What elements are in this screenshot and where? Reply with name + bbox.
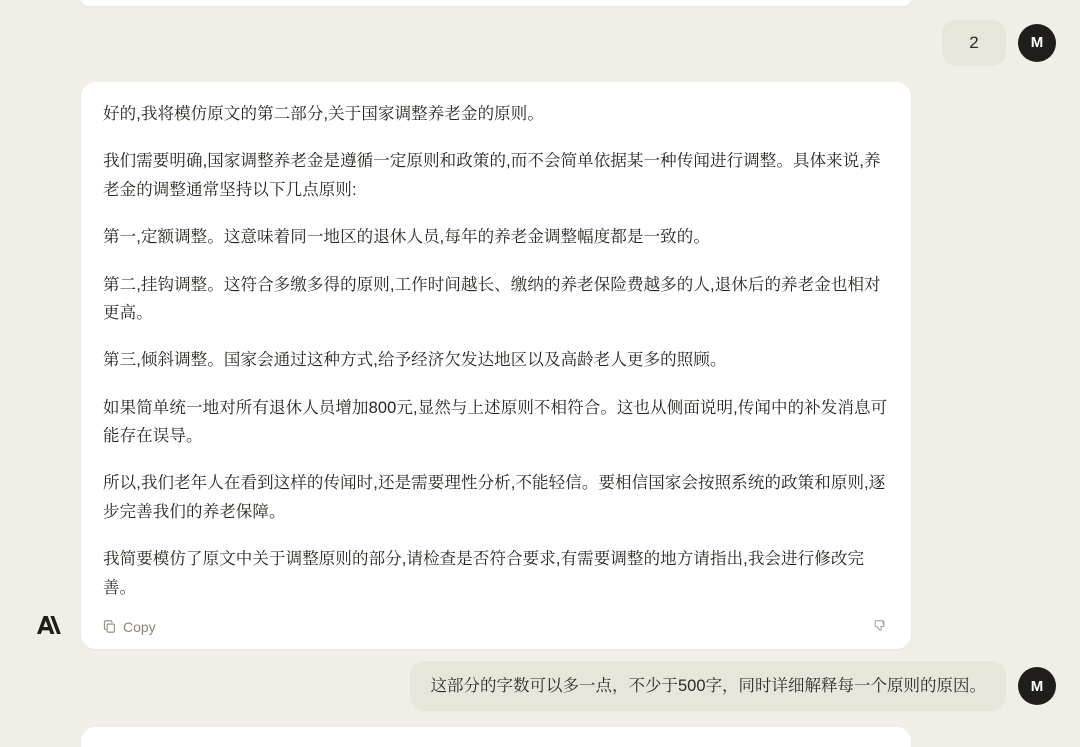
assistant-paragraph: 我简要模仿了原文中关于调整原则的部分,请检查是否符合要求,有需要调整的地方请指出,我会进行修改完善。: [103, 550, 865, 597]
thumbs-down-icon[interactable]: [874, 619, 889, 634]
assistant-paragraph: 第三,倾斜调整。国家会通过这种方式,给予经济欠发达地区以及高龄老人更多的照顾。: [103, 351, 727, 370]
assistant-paragraph: 所以,我们老年人在看到这样的传闻时,还是需要理性分析,不能轻信。要相信国家会按照系统的政策和原则,逐步完善我们的养老保障。: [103, 474, 886, 521]
assistant-paragraph: 第二,挂钩调整。这符合多缴多得的原则,工作时间越长、缴纳的养老保险费越多的人,退休后的养老金也相对更高。: [103, 275, 881, 322]
assistant-message-card: [81, 82, 911, 649]
user-message-row-bottom: [410, 661, 1056, 711]
user-message-bubble: 这部分的字数可以多一点，不少于500字，同时详细解释每一个原则的原因。: [410, 661, 1006, 711]
user-message-row-top: [942, 20, 1056, 66]
avatar[interactable]: M: [1018, 667, 1056, 705]
assistant-paragraph: 如果简单统一地对所有退休人员增加800元,显然与上述原则不相符合。这也从侧面说明,传闻中的补发消息可能存在误导。: [103, 398, 888, 445]
user-message-bubble-top: 2: [942, 20, 1006, 66]
assistant-paragraph: 我们需要明确,国家调整养老金是遵循一定原则和政策的,而不会简单依据某一种传闻进行调整。具体来说,养老金的调整通常坚持以下几点原则:: [103, 152, 881, 199]
copy-icon: [103, 620, 116, 633]
next-message-card-partial: [81, 727, 911, 747]
copy-label: Copy: [123, 618, 156, 635]
assistant-paragraph: 好的,我将模仿原文的第二部分,关于国家调整养老金的原则。: [103, 105, 544, 123]
previous-message-card-partial: [81, 0, 911, 6]
assistant-paragraph: 第一,定额调整。这意味着同一地区的退休人员,每年的养老金调整幅度都是一致的。: [103, 228, 710, 247]
message-action-bar: [103, 617, 889, 641]
avatar[interactable]: M: [1018, 24, 1056, 62]
anthropic-logo: [33, 608, 67, 642]
copy-button[interactable]: [103, 619, 156, 635]
